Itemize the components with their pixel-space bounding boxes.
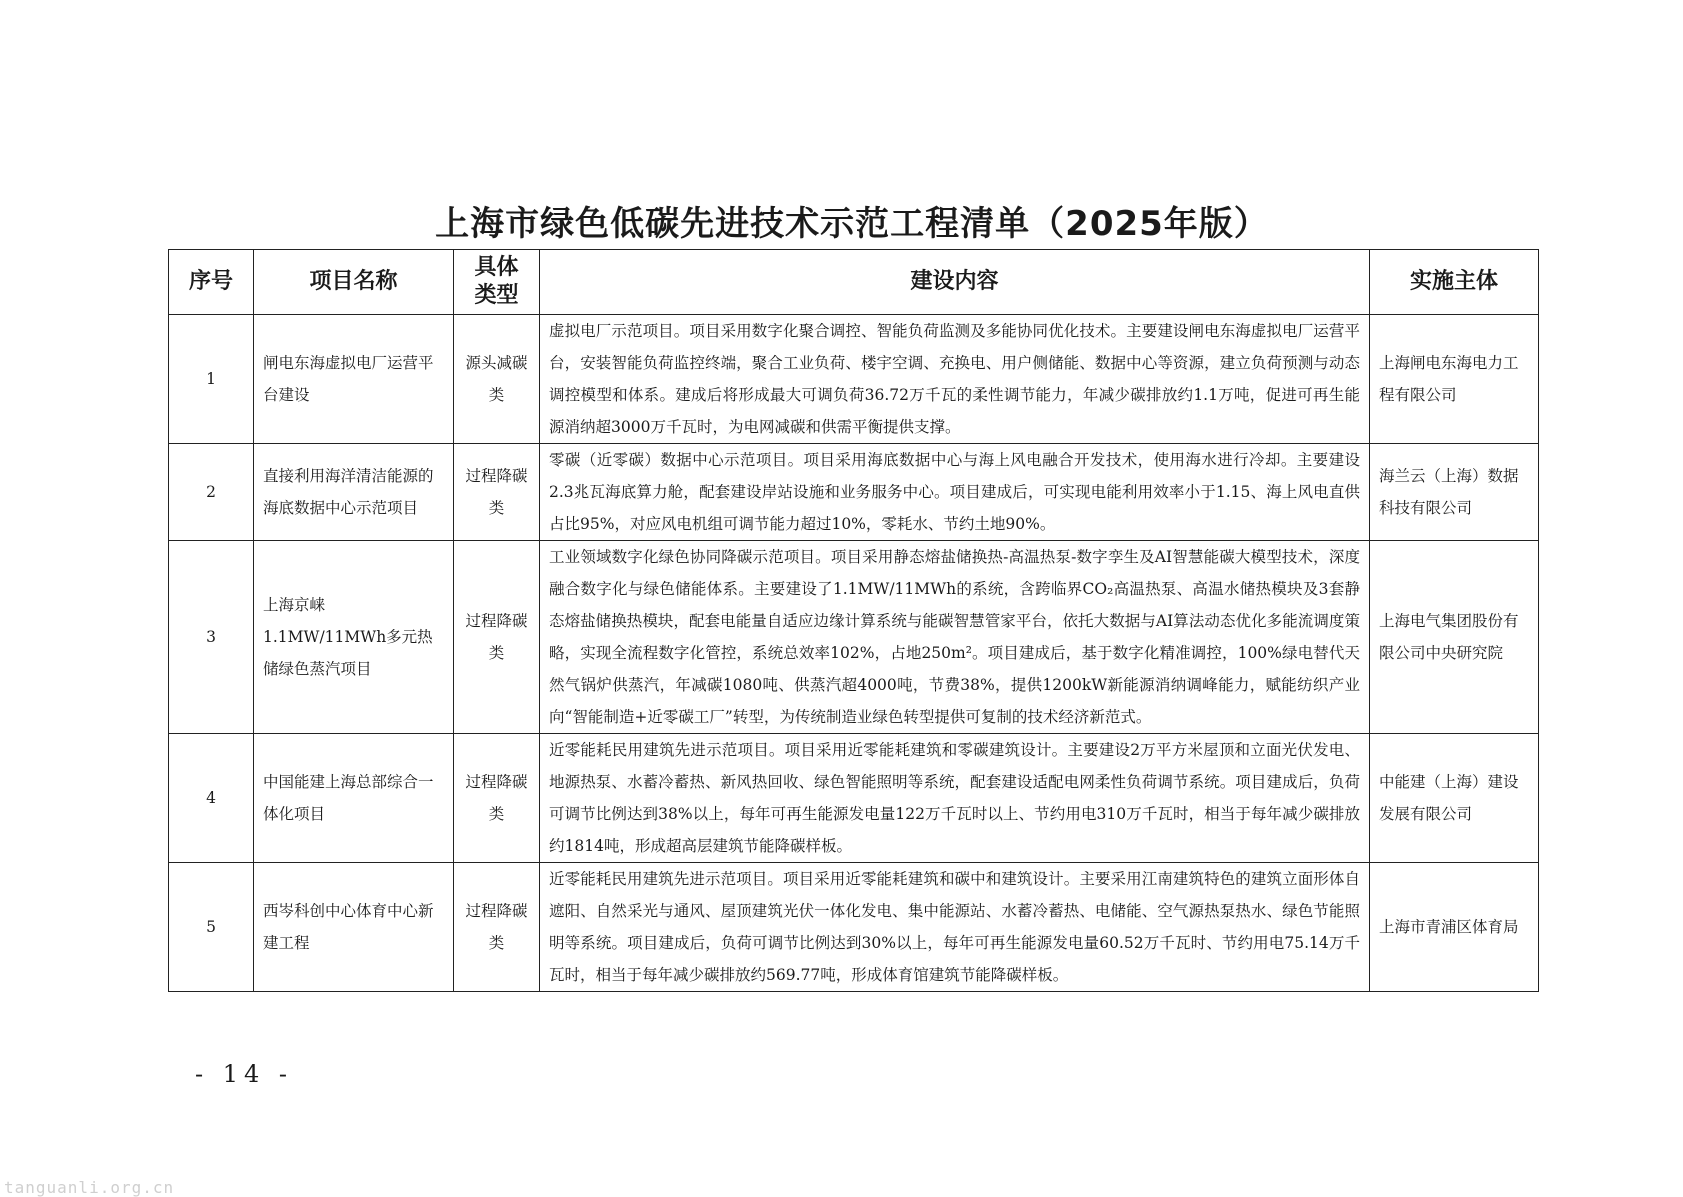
row-number: 3 (169, 541, 254, 734)
construction-content: 虚拟电厂示范项目。项目采用数字化聚合调控、智能负荷监测及多能协同优化技术。主要建设闸电东海虚拟电厂运营平台，安装智能负荷监控终端，聚合工业负荷、楼宇空调、充换电、用户侧储能、数据中心等资源，建立负荷预测与动态调控模型和体系。建成后将形成最大可调负荷36.72万千瓦的柔性调节能力，年减少碳排放约1.1万吨，促进可再生能源消纳超3000万千瓦时，为电网减碳和供需平衡提供支撑。 (540, 315, 1370, 444)
table-row (169, 315, 1539, 444)
project-name: 上海京崃1.1MW/11MWh多元热储绿色蒸汽项目 (254, 541, 454, 734)
project-name: 直接利用海洋清洁能源的海底数据中心示范项目 (254, 444, 454, 541)
construction-content: 近零能耗民用建筑先进示范项目。项目采用近零能耗建筑和零碳建筑设计。主要建设2万平方米屋顶和立面光伏发电、地源热泵、水蓄冷蓄热、新风热回收、绿色智能照明等系统，配套建设适配电网柔性负荷调节系统。项目建成后，负荷可调节比例达到38%以上，每年可再生能源发电量122万千瓦时以上、节约用电310万千瓦时，相当于每年减少碳排放约1814吨，形成超高层建筑节能降碳样板。 (540, 734, 1370, 863)
table-row (169, 734, 1539, 863)
implementing-entity: 上海闸电东海电力工程有限公司 (1370, 315, 1539, 444)
implementing-entity: 海兰云（上海）数据科技有限公司 (1370, 444, 1539, 541)
implementing-entity: 中能建（上海）建设发展有限公司 (1370, 734, 1539, 863)
project-type: 源头减碳类 (454, 315, 540, 444)
project-type: 过程降碳类 (454, 541, 540, 734)
project-name: 闸电东海虚拟电厂运营平台建设 (254, 315, 454, 444)
header-construction-content: 建设内容 (540, 250, 1370, 315)
page-title: 上海市绿色低碳先进技术示范工程清单（2025年版） (435, 204, 1269, 244)
row-number: 4 (169, 734, 254, 863)
implementing-entity: 上海市青浦区体育局 (1370, 863, 1539, 992)
construction-content: 近零能耗民用建筑先进示范项目。项目采用近零能耗建筑和碳中和建筑设计。主要采用江南建筑特色的建筑立面形体自遮阳、自然采光与通风、屋顶建筑光伏一体化发电、集中能源站、水蓄冷蓄热、电储能、空气源热泵热水、绿色节能照明等系统。项目建成后，负荷可调节比例达到30%以上，每年可再生能源发电量60.52万千瓦时、节约用电75.14万千瓦时，相当于每年减少碳排放约569.77吨，形成体育馆建筑节能降碳样板。 (540, 863, 1370, 992)
header-project-name: 项目名称 (254, 250, 454, 315)
page-number: - 14 - (195, 1060, 294, 1088)
table-header-row (169, 250, 1539, 315)
row-number: 2 (169, 444, 254, 541)
project-name: 中国能建上海总部综合一体化项目 (254, 734, 454, 863)
table-row (169, 863, 1539, 992)
header-serial-number: 序号 (169, 250, 254, 315)
row-number: 5 (169, 863, 254, 992)
project-type: 过程降碳类 (454, 444, 540, 541)
construction-content: 零碳（近零碳）数据中心示范项目。项目采用海底数据中心与海上风电融合开发技术，使用海水进行冷却。主要建设2.3兆瓦海底算力舱，配套建设岸站设施和业务服务中心。项目建成后，可实现电能利用效率小于1.15、海上风电直供占比95%，对应风电机组可调节能力超过10%，零耗水、节约土地90%。 (540, 444, 1370, 541)
table-row (169, 444, 1539, 541)
construction-content: 工业领域数字化绿色协同降碳示范项目。项目采用静态熔盐储换热-高温热泵-数字孪生及AI智慧能碳大模型技术，深度融合数字化与绿色储能体系。主要建设了1.1MW/11MWh的系统，含跨临界CO₂高温热泵、高温水储热模块及3套静态熔盐储换热模块，配套电能量自适应边缘计算系统与能碳智慧管家平台，依托大数据与AI算法动态优化多能流调度策略，实现全流程数字化管控，系统总效率102%，占地250m²。项目建成后，基于数字化精准调控，100%绿电替代天然气锅炉供蒸汽，年减碳1080吨、供蒸汽超4000吨，节费38%，提供1200kW新能源消纳调峰能力，赋能纺织产业向“智能制造+近零碳工厂”转型，为传统制造业绿色转型提供可复制的技术经济新范式。 (540, 541, 1370, 734)
project-type: 过程降碳类 (454, 734, 540, 863)
implementing-entity: 上海电气集团股份有限公司中央研究院 (1370, 541, 1539, 734)
watermark: tanguanli.org.cn (4, 1178, 175, 1197)
row-number: 1 (169, 315, 254, 444)
table-row (169, 541, 1539, 734)
header-implementing-entity: 实施主体 (1370, 250, 1539, 315)
project-type: 过程降碳类 (454, 863, 540, 992)
header-project-type: 具体类型 (454, 250, 540, 315)
project-name: 西岑科创中心体育中心新建工程 (254, 863, 454, 992)
project-list-table (168, 249, 1539, 992)
